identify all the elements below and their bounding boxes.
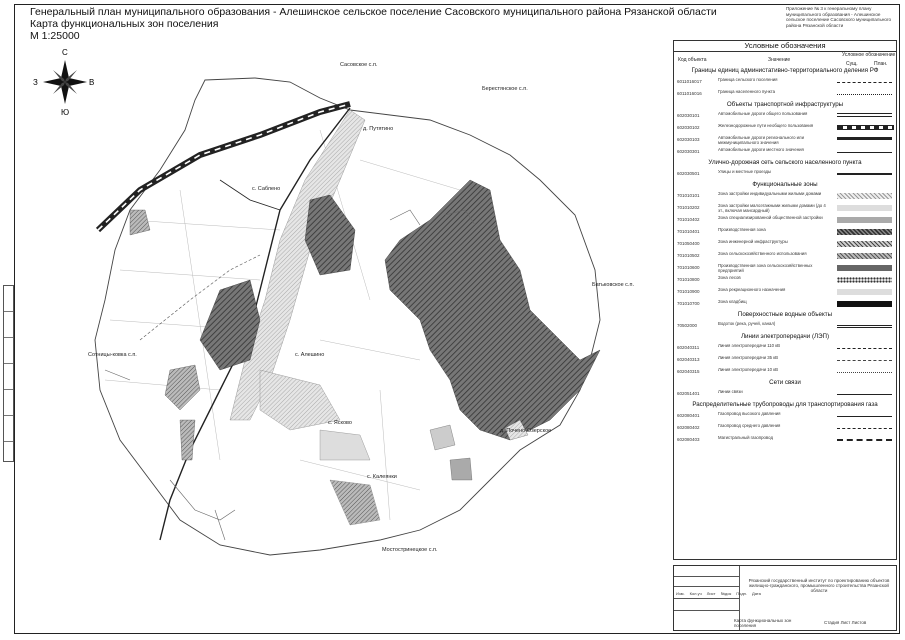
legend-desc: Железнодорожные пути необщего пользования xyxy=(718,123,814,128)
legend-symbol-icon xyxy=(837,229,892,235)
legend-row xyxy=(674,239,896,249)
legend-code: 701010800 xyxy=(677,277,700,282)
legend-code: 602080401 xyxy=(677,413,700,418)
legend-desc: Газопровод высокого давления xyxy=(718,411,781,416)
label-sasovo: Сасовское с.п. xyxy=(340,62,378,68)
legend-symbol-icon xyxy=(837,416,892,417)
legend-section-title: Линии электропередачи (ЛЭП) xyxy=(740,333,830,340)
legend-symbol-icon xyxy=(837,193,892,199)
label-yaskovo: с. Ясково xyxy=(328,420,352,426)
compass-east: В xyxy=(89,78,95,87)
legend-section-title: Улично-дорожная сеть сельского населенного пункта xyxy=(708,159,862,166)
label-sotnitsy: Сотницы-ковка с.п. xyxy=(88,352,137,358)
legend-row xyxy=(674,367,896,377)
legend-symbol-icon xyxy=(837,205,892,211)
legend-row xyxy=(674,389,896,399)
map-subtitle: Карта функциональных зон поселения xyxy=(30,18,219,30)
legend-symbol-icon xyxy=(837,82,892,83)
map-title: Генеральный план муниципального образования - Алешинское сельское поселение Сасовского муниципального района Рязанской области xyxy=(30,6,717,18)
legend-code: 701010900 xyxy=(677,289,700,294)
compass-west: З xyxy=(33,78,38,87)
legend-col-plan: План. xyxy=(874,61,888,67)
legend-panel xyxy=(673,40,897,560)
legend-symbol-icon xyxy=(837,325,892,328)
legend-desc: Зона сельскохозяйственного использования xyxy=(718,251,807,256)
legend-symbol-icon xyxy=(837,113,892,117)
stamp-sub: Стадия Лист Листов xyxy=(824,620,867,625)
legend-desc: Улицы и местные проезды xyxy=(718,169,772,174)
legend-code: 701010401 xyxy=(677,229,700,234)
legend-desc: Зона инженерной инфраструктуры xyxy=(718,239,788,244)
legend-col-sush: Сущ. xyxy=(846,61,858,67)
legend-symbol-icon xyxy=(837,360,892,361)
legend-symbol-icon xyxy=(837,173,892,175)
legend-code: 701050400 xyxy=(677,241,700,246)
legend-row xyxy=(674,423,896,433)
legend-section-title: Поверхностные водные объекты xyxy=(737,311,833,318)
legend-code: 602040311 xyxy=(677,345,700,350)
legend-title: Условные обозначения xyxy=(674,41,896,52)
legend-desc: Линии связи xyxy=(718,389,743,394)
legend-row xyxy=(674,111,896,121)
legend-code: 602051401 xyxy=(677,391,700,396)
legend-desc: Производственная зона сельскохозяйственных предприятий xyxy=(718,263,813,273)
legend-row xyxy=(674,355,896,365)
legend-symbol-icon xyxy=(837,348,892,349)
legend-code: 602030301 xyxy=(677,149,700,154)
legend-symbol-icon xyxy=(837,253,892,259)
legend-symbol-icon xyxy=(837,301,892,307)
legend-row xyxy=(674,77,896,87)
legend-desc: Зона специализированной общественной застройки xyxy=(718,215,823,220)
legend-row xyxy=(674,299,896,309)
legend-desc: Газопровод среднего давления xyxy=(718,423,781,428)
legend-section-title: Распределительные трубопроводы для транспортирования газа xyxy=(692,401,878,408)
legend-row xyxy=(674,321,896,331)
legend-symbol-icon xyxy=(837,152,892,153)
legend-code: 602080403 xyxy=(677,437,700,442)
legend-symbol-icon xyxy=(837,265,892,271)
legend-col-meaning: Значение xyxy=(768,57,791,63)
legend-row xyxy=(674,343,896,353)
legend-section-title: Сети связи xyxy=(769,379,801,386)
label-kaleyanki: с. Калеянки xyxy=(367,474,397,480)
stamp-sheet: Карта функциональных зон поселения xyxy=(734,618,792,628)
legend-desc: Зона кладбищ xyxy=(718,299,747,304)
legend-symbol-icon xyxy=(837,439,892,441)
legend-row xyxy=(674,169,896,179)
legend-desc: Автомобильные дороги регионального или межмуниципального значения xyxy=(718,135,804,145)
legend-code: 602030501 xyxy=(677,171,700,176)
legend-code: 701010600 xyxy=(677,265,700,270)
map-scale: М 1:25000 xyxy=(30,30,80,42)
legend-code: 602030103 xyxy=(677,137,700,142)
legend-symbol-icon xyxy=(837,372,892,373)
legend-desc: Линия электропередачи 110 кВ xyxy=(718,343,781,348)
legend-desc: Зона застройки малоэтажными жилыми домами (до 4 эт., включая мансардный) xyxy=(718,203,826,213)
legend-row xyxy=(674,203,896,213)
legend-code: 701010402 xyxy=(677,217,700,222)
legend-symbol-icon xyxy=(837,428,892,429)
compass-north: С xyxy=(62,48,68,57)
legend-row xyxy=(674,191,896,201)
legend-desc: Зона лесов xyxy=(718,275,741,280)
legend-row xyxy=(674,147,896,157)
legend-desc: Автомобильные дороги общего пользования xyxy=(718,111,808,116)
legend-code: 701010502 xyxy=(677,253,700,258)
legend-desc: Водоток (река, ручей, канал) xyxy=(718,321,776,326)
legend-row xyxy=(674,263,896,273)
legend-desc: Зона рекреационного назначения xyxy=(718,287,786,292)
legend-symbol-icon xyxy=(837,394,892,395)
title-block xyxy=(673,565,897,631)
legend-row xyxy=(674,411,896,421)
legend-section-title: Границы единиц администативно-территориального деления РФ xyxy=(691,67,879,74)
legend-row xyxy=(674,251,896,261)
legend-desc: Линия электропередачи 10 кВ xyxy=(718,367,778,372)
approval-note: Приложение № 3 к генеральному плану муниципального образования - Алешинское сельское поселение Сасовского муниципального района Рязанской области xyxy=(786,6,892,28)
legend-desc: Производственная зона xyxy=(718,227,766,232)
legend-section-title: Объекты транспортной инфраструктуры xyxy=(726,101,844,108)
legend-desc: Магистральный газопровод xyxy=(718,435,773,440)
legend-desc: Зона застройки индивидуальными жилыми домами xyxy=(718,191,822,196)
legend-row xyxy=(674,123,896,133)
legend-row xyxy=(674,287,896,297)
stamp-headers: Изм. Кол.уч Лист №док Подп. Дата xyxy=(676,591,761,596)
legend-code: 701010101 xyxy=(677,193,700,198)
legend-row xyxy=(674,275,896,285)
legend-symbol-icon xyxy=(837,241,892,247)
legend-symbol-icon xyxy=(837,137,892,140)
legend-row xyxy=(674,227,896,237)
compass-rose-icon xyxy=(43,60,87,104)
label-sablino: с. Саблено xyxy=(252,186,281,192)
side-ruler xyxy=(3,285,14,462)
legend-code: 6011016017 xyxy=(677,79,702,84)
legend-col-symbol: Условное обозначение xyxy=(842,52,896,58)
legend-row xyxy=(674,135,896,145)
legend-code: 602040315 xyxy=(677,369,700,374)
legend-code: 602080402 xyxy=(677,425,700,430)
legend-code: 602040313 xyxy=(677,357,700,362)
label-berestyanskoe: Берестянское с.п. xyxy=(482,86,528,92)
legend-code: 6011016016 xyxy=(677,91,702,96)
legend-col-code: Код объекта xyxy=(678,57,707,63)
label-putyatino: д. Путятино xyxy=(363,126,394,132)
legend-symbol-icon xyxy=(837,94,892,95)
legend-symbol-icon xyxy=(837,289,892,295)
legend-row xyxy=(674,89,896,99)
map-canvas[interactable] xyxy=(20,40,670,600)
legend-row xyxy=(674,435,896,445)
legend-code: 701010202 xyxy=(677,205,700,210)
compass-south: Ю xyxy=(61,108,70,117)
legend-symbol-icon xyxy=(837,125,894,130)
stamp-org: Рязанский государственный институт по проектированию объектов жилищно-гражданского, промышленного строительства Рязанской области xyxy=(748,578,890,593)
legend-row xyxy=(674,215,896,225)
label-alyoshino: с. Алешино xyxy=(295,352,325,358)
legend-desc: Граница населенного пункта xyxy=(718,89,776,94)
legend-symbol-icon xyxy=(837,277,892,283)
label-pocheno: д. Почено-Озерское xyxy=(500,428,552,434)
legend-desc: Автомобильные дороги местного значения xyxy=(718,147,804,152)
legend-desc: Граница сельского поселения xyxy=(718,77,778,82)
legend-section-title: Функциональные зоны xyxy=(752,181,818,188)
legend-code: 602030102 xyxy=(677,125,700,130)
legend-code: 602030101 xyxy=(677,113,700,118)
legend-code: 70502000 xyxy=(677,323,698,328)
legend-desc: Линия электропередачи 35 кВ xyxy=(718,355,778,360)
label-vatkovskoe: Батьковское с.п. xyxy=(592,282,634,288)
legend-code: 701010700 xyxy=(677,301,700,306)
label-mostovskoe: Мостостринецкое с.п. xyxy=(382,547,438,553)
legend-symbol-icon xyxy=(837,217,892,223)
